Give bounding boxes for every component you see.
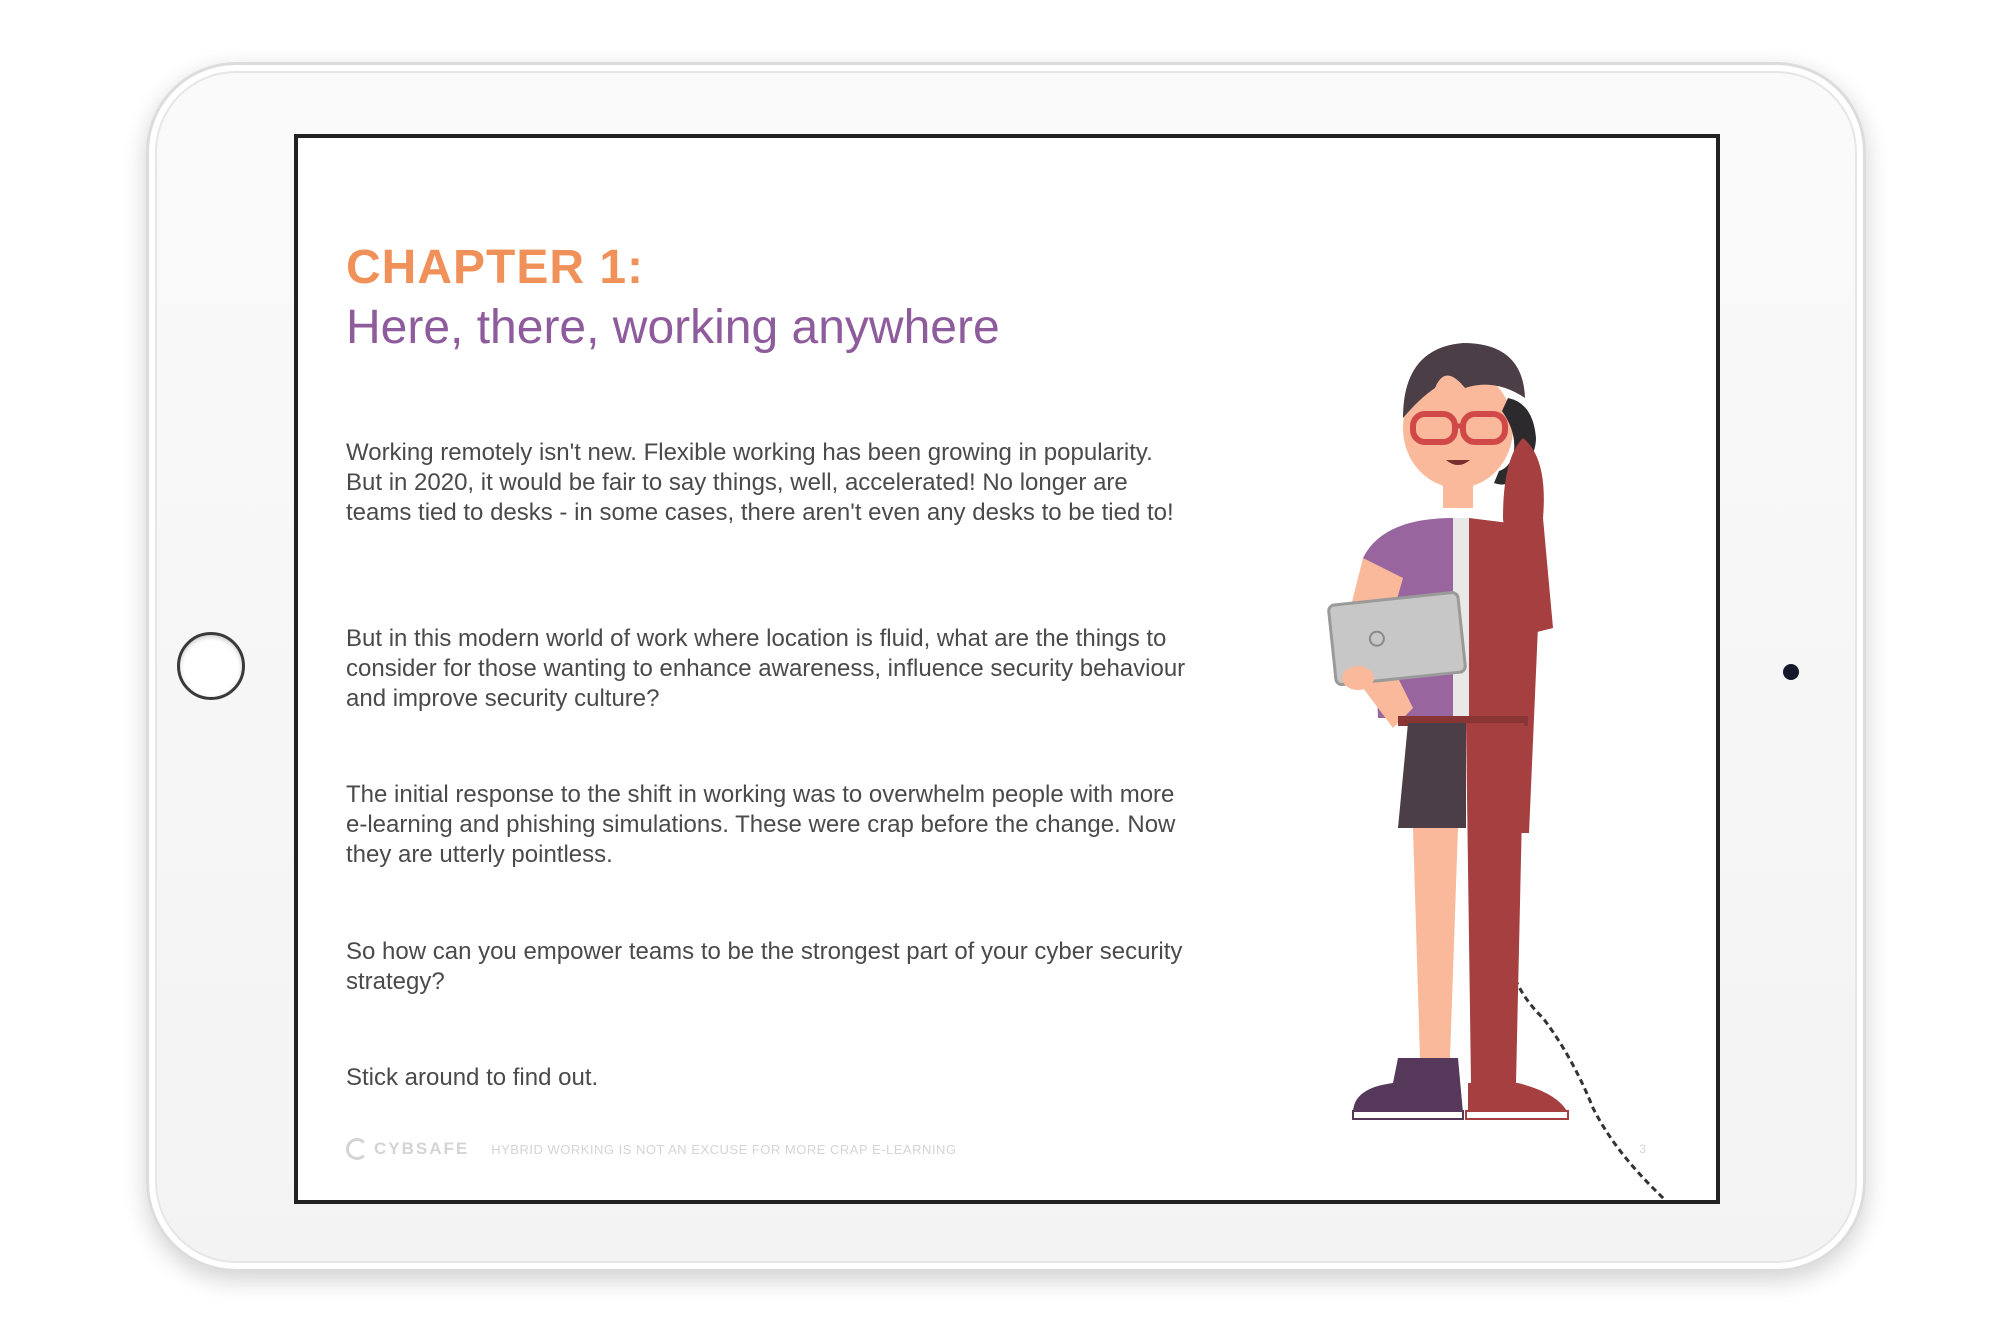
tablet-screen xyxy=(294,134,1720,1204)
dress-shoe xyxy=(1468,1083,1568,1113)
footer-tagline: HYBRID WORKING IS NOT AN EXCUSE FOR MORE CRAP E-LEARNING xyxy=(491,1141,957,1157)
camera-icon xyxy=(1783,664,1799,680)
footer-logo-text: CYBSAFE xyxy=(374,1139,470,1158)
paragraph-5: Stick around to find out. xyxy=(346,1064,599,1091)
paragraph-4: So how can you empower teams to be the strongest part of your cyber security strategy? xyxy=(346,938,1183,995)
sneaker xyxy=(1353,1058,1463,1113)
page-number: 3 xyxy=(1639,1142,1646,1156)
paragraph-1: Working remotely isn't new. Flexible working has been growing in popularity. But in 2020, it would be fair to say things, well, accelerated! No longer are teams tied to desks - in some cases, there aren't even any desks to be tied to! xyxy=(346,439,1174,526)
chapter-label: CHAPTER 1: xyxy=(346,241,645,294)
paragraph-3: The initial response to the shift in working was to overwhelm people with more e-learning and phishing simulations. These were crap before the change. Now they are utterly pointless. xyxy=(346,781,1176,868)
home-button[interactable] xyxy=(177,632,245,700)
shorts xyxy=(1398,723,1466,828)
cybsafe-logo-icon xyxy=(346,1138,368,1160)
left-leg xyxy=(1413,828,1458,1058)
suit-trousers xyxy=(1466,723,1524,1083)
left-hand xyxy=(1342,666,1374,690)
paragraph-2: But in this modern world of work where location is fluid, what are the things to consider for those wanting to enhance awareness, influence security behaviour and improve security culture? xyxy=(346,625,1186,712)
person-on-phone-illustration xyxy=(1308,318,1720,1204)
cybsafe-logo xyxy=(346,1138,469,1160)
chapter-title: Here, there, working anywhere xyxy=(346,301,1000,354)
